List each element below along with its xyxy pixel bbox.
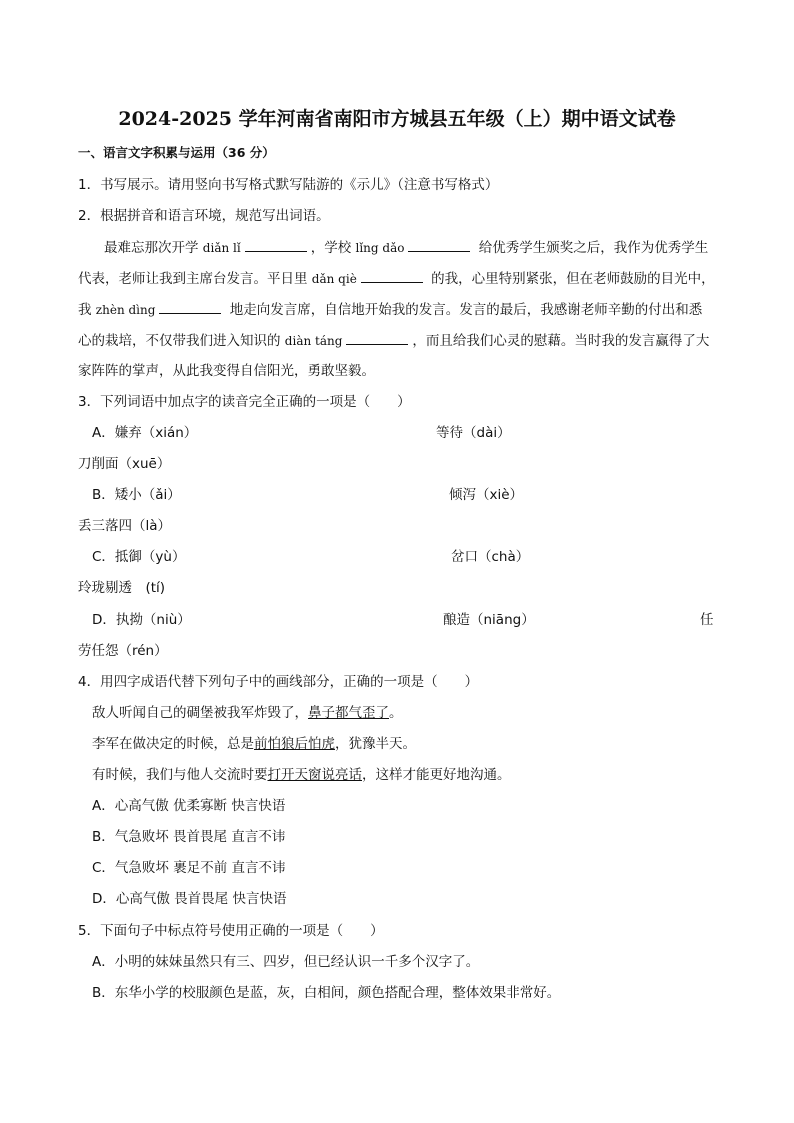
- question-2-line-1: [104, 238, 708, 257]
- question-2-line-5: 家阵阵的掌声，从此我变得自信阳光，勇敢坚毅。: [78, 363, 375, 379]
- underlined-phrase: 鼻子都气歪了: [308, 705, 389, 721]
- q5-option-b[interactable]: B．东华小学的校服颜色是蓝，灰，白相间，颜色搭配合理，整体效果非常好。: [92, 985, 561, 1001]
- pinyin-4: zhèn dìng: [95, 303, 156, 317]
- section-heading: 一、语言文字积累与运用（36 分）: [78, 145, 275, 160]
- option-a-word-2: 等待（dài）: [436, 425, 511, 441]
- question-3-stem: 3．下列词语中加点字的读音完全正确的一项是（ ）: [78, 394, 411, 410]
- answer-blank-4[interactable]: [159, 300, 221, 314]
- question-2-line-2: [78, 269, 715, 288]
- question-4-sentence-2: 李军在做决定的时候，总是前怕狼后怕虎，犹豫半天。: [92, 736, 416, 752]
- q4-option-d[interactable]: D．心高气傲 畏首畏尾 快言快语: [92, 891, 287, 907]
- question-2-line-3: [78, 300, 702, 319]
- question-1: 1．书写展示。请用竖向书写格式默写陆游的《示儿》（注意书写格式）: [78, 177, 499, 193]
- option-d-word-3-end: 劳任怨（rén）: [78, 643, 168, 659]
- q2-text: ，学校: [310, 240, 352, 256]
- q4-option-c[interactable]: C．气急败坏 裹足不前 直言不讳: [92, 860, 286, 876]
- pinyin-1: diǎn lǐ: [202, 241, 241, 255]
- q4-option-b[interactable]: B．气急败坏 畏首畏尾 直言不讳: [92, 829, 286, 845]
- option-d[interactable]: D．执拗（niù）: [92, 612, 191, 628]
- underlined-phrase: 打开天窗说亮话: [267, 767, 362, 783]
- q2-text: 最难忘那次开学: [104, 240, 199, 256]
- underlined-phrase: 前怕狼后怕虎: [254, 736, 335, 752]
- answer-blank-1[interactable]: [245, 238, 307, 252]
- option-b-word-2: 倾泻（xiè）: [449, 487, 524, 503]
- question-2-line-4: [78, 331, 709, 350]
- q2-text: 心的栽培，不仅带我们进入知识的: [78, 333, 281, 349]
- option-a-word-3: 刀削面（xuē）: [78, 456, 171, 472]
- q2-text: 代表，老师让我到主席台发言。平日里: [78, 271, 308, 287]
- question-4-stem: 4．用四字成语代替下列句子中的画线部分，正确的一项是（ ）: [78, 674, 479, 690]
- option-d-word-3-start: 任: [700, 612, 714, 628]
- question-4-sentence-3: 有时候，我们与他人交流时要打开天窗说亮话，这样才能更好地沟通。: [92, 767, 511, 783]
- option-b[interactable]: B．矮小（ǎi）: [92, 487, 181, 503]
- question-2-stem: 2．根据拼音和语言环境，规范写出词语。: [78, 208, 330, 224]
- q5-option-a[interactable]: A．小明的妹妹虽然只有三、四岁，但已经认识一千多个汉字了。: [92, 954, 480, 970]
- option-c-word-3: 玲珑剔透 (tí): [78, 580, 166, 596]
- q4-option-a[interactable]: A．心高气傲 优柔寡断 快言快语: [92, 798, 286, 814]
- option-c[interactable]: C．抵御（yù）: [92, 549, 186, 565]
- q2-text: 我: [78, 302, 92, 318]
- q2-text: 给优秀学生颁奖之后，我作为优秀学生: [478, 240, 709, 256]
- page-title: 2024-2025 学年河南省南阳市方城县五年级（上）期中语文试卷: [118, 108, 676, 130]
- option-c-word-2: 岔口（chà）: [451, 549, 530, 565]
- answer-blank-3[interactable]: [361, 269, 423, 283]
- pinyin-5: diàn táng: [284, 334, 343, 348]
- q2-text: ，而且给我们心灵的慰藉。当时我的发言赢得了大: [412, 333, 710, 349]
- option-b-word-3: 丢三落四（là）: [78, 518, 172, 534]
- q2-text: 的我，心里特别紧张，但在老师鼓励的目光中，: [431, 271, 715, 287]
- option-d-word-2: 酿造（niāng）: [443, 612, 535, 628]
- question-4-sentence-1: 敌人听闻自己的碉堡被我军炸毁了，鼻子都气歪了。: [92, 705, 403, 721]
- answer-blank-5[interactable]: [346, 331, 408, 345]
- pinyin-2: lǐng dǎo: [355, 241, 405, 255]
- q2-text: 地走向发言席，自信地开始我的发言。发言的最后，我感谢老师辛勤的付出和悉: [229, 302, 703, 318]
- option-a[interactable]: A．嫌弃（xián）: [92, 425, 198, 441]
- question-5-stem: 5．下面句子中标点符号使用正确的一项是（ ）: [78, 923, 384, 939]
- pinyin-3: dǎn qiè: [311, 272, 357, 286]
- answer-blank-2[interactable]: [408, 238, 470, 252]
